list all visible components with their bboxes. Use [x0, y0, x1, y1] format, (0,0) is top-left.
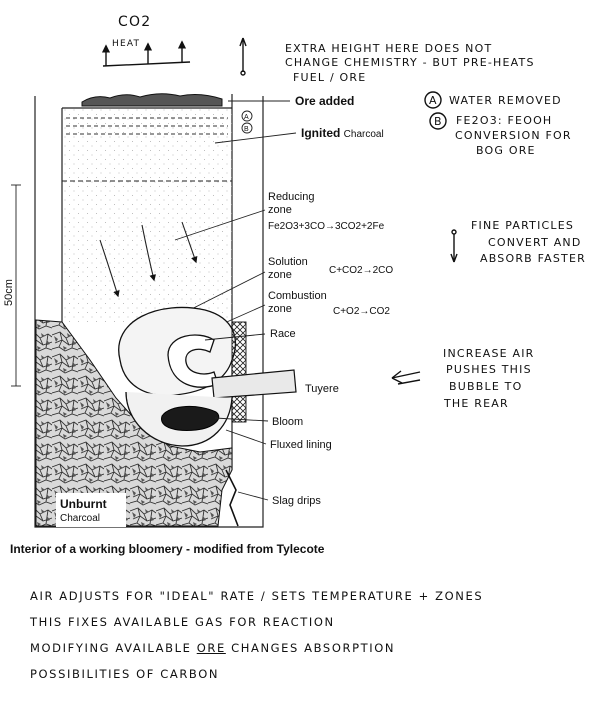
fine-note-1: FINE PARTICLES — [471, 219, 575, 232]
air-arrows — [392, 371, 420, 384]
figure-caption: Interior of a working bloomery - modified from Tylecote — [10, 542, 325, 556]
note-line-1: AIR ADJUSTS FOR "IDEAL" RATE / SETS TEMPERATURE + ZONES — [30, 589, 484, 603]
unburnt-label: Unburnt — [60, 497, 107, 511]
race-label: Race — [270, 328, 296, 340]
combustion-zone-label-2: zone — [268, 303, 292, 315]
ignited-label: Ignited Charcoal — [301, 126, 384, 140]
reducing-zone-label-2: zone — [268, 204, 292, 216]
note-b-text-2: CONVERSION FOR — [455, 129, 572, 142]
tuyere-wall-hatch — [232, 322, 246, 422]
handwritten-notes — [30, 583, 595, 687]
extra-height-arrow — [240, 38, 246, 75]
extra-height-note-3: FUEL / ORE — [293, 71, 367, 84]
height-marker-label: 50cm — [3, 279, 15, 306]
note-b-text-1: Fe2O3: FeOOH — [456, 114, 553, 127]
note-line-4: POSSIBILITIES OF CARBON — [30, 667, 220, 681]
solution-zone-label-2: zone — [268, 269, 292, 281]
fine-note-3: ABSORB FASTER — [480, 252, 586, 265]
bloom-label: Bloom — [272, 416, 304, 428]
solution-zone-label-1: Solution — [268, 256, 308, 268]
tuyere-label: Tuyere — [305, 383, 339, 395]
combustion-equation: C+O2→CO2 — [333, 306, 390, 317]
heat-label: HEAT — [112, 39, 141, 49]
note-ore-underlined: ORE — [196, 641, 226, 655]
ore-added-label: Ore added — [295, 94, 355, 108]
slag-drips-label: Slag drips — [272, 495, 321, 507]
extra-height-note-2: CHANGE CHEMISTRY - BUT PRE-HEATS — [285, 56, 535, 69]
note-a-text: WATER REMOVED — [449, 94, 562, 107]
reducing-equation: Fe2O3+3CO→3CO2+2Fe — [268, 221, 385, 232]
air-note-4: THE REAR — [444, 397, 509, 410]
note-b-text-3: BOG ORE — [476, 144, 536, 157]
note-line-3b: CHANGES ABSORPTION — [231, 641, 396, 655]
co2-label: CO2 — [118, 14, 152, 30]
marker-b-shaft: B — [244, 126, 249, 133]
air-note-1: INCREASE AIR — [443, 347, 535, 360]
charge-area — [62, 108, 232, 323]
air-note-3: BUBBLE TO — [449, 380, 523, 393]
marker-a-shaft: A — [244, 114, 249, 121]
note-line-3a: MODIFYING AVAILABLE — [30, 641, 192, 655]
unburnt-charcoal-label: Charcoal — [60, 513, 101, 524]
note-line-2: THIS FIXES AVAILABLE GAS FOR REACTION — [30, 615, 335, 629]
reducing-zone-label-1: Reducing — [268, 191, 315, 203]
fine-note-2: CONVERT AND — [488, 236, 582, 249]
fluxed-lining-label: Fluxed lining — [270, 439, 332, 451]
air-note-2: PUSHES THIS — [446, 363, 532, 376]
solution-equation: C+CO2→2CO — [329, 265, 394, 276]
note-b-letter: B — [434, 115, 443, 128]
extra-height-note-1: EXTRA HEIGHT HERE DOES NOT — [285, 42, 493, 55]
note-line-3 — [30, 635, 595, 661]
combustion-zone-label-1: Combustion — [268, 290, 327, 302]
note-a-letter: A — [429, 94, 438, 107]
ore-layer — [82, 94, 222, 106]
fine-particles-arrow — [451, 230, 457, 262]
